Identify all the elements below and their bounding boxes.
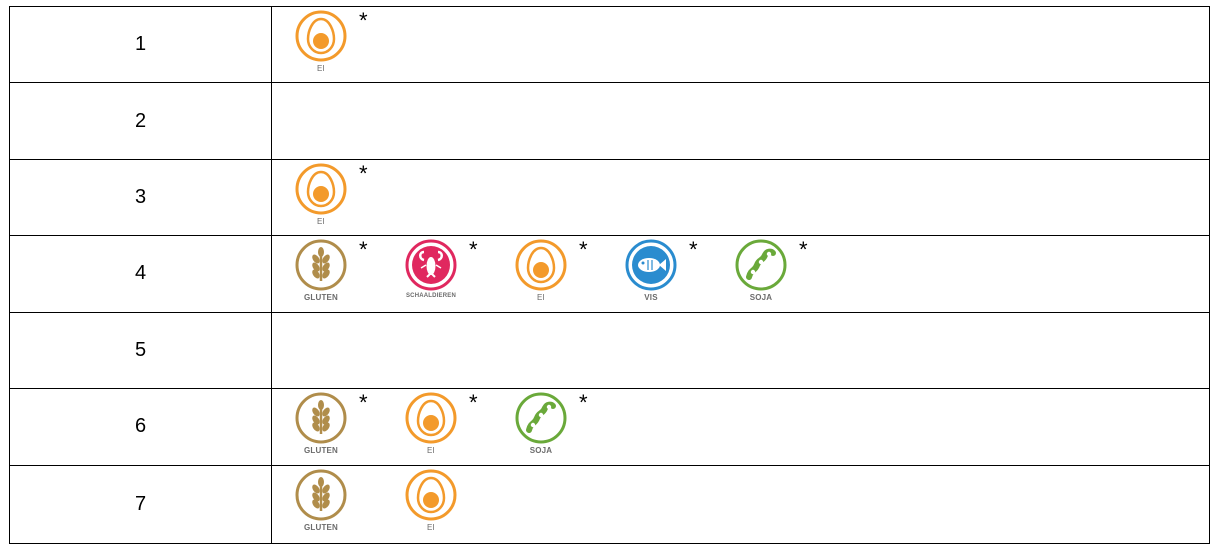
allergens-cell (272, 465, 1210, 543)
allergen-label: GLUTEN (303, 522, 339, 532)
asterisk-mark: * (689, 237, 698, 263)
asterisk-mark: * (359, 160, 368, 186)
allergen-item-ei (295, 10, 405, 82)
allergens-cell (272, 7, 1210, 83)
asterisk-mark: * (469, 237, 478, 263)
row-number-cell (10, 389, 272, 465)
allergen-icon-list (272, 236, 1209, 311)
allergen-item-soja (515, 392, 625, 464)
ei-icon (405, 469, 457, 521)
allergen-table (9, 6, 1210, 544)
allergen-label: EI (537, 293, 545, 303)
allergens-cell (272, 83, 1210, 159)
allergens-cell (272, 389, 1210, 465)
row-number: 7 (134, 492, 147, 515)
allergen-label: VIS (644, 293, 658, 303)
allergen-icon-list (272, 83, 1209, 86)
allergen-label: SCHAALDIEREN (405, 293, 457, 300)
allergen-item-ei (295, 160, 405, 235)
table-row (10, 83, 1210, 159)
allergen-item-ei (515, 239, 625, 311)
row-number-cell (10, 7, 272, 83)
soja-icon (515, 392, 567, 444)
table-row (10, 312, 1210, 388)
allergens-cell (272, 236, 1210, 312)
allergen-icon-list (272, 389, 1209, 464)
asterisk-mark: * (359, 237, 368, 263)
ei-icon (515, 239, 567, 291)
gluten-icon (295, 392, 347, 444)
ei-icon (295, 10, 347, 62)
ei-icon (295, 163, 347, 215)
table-row (10, 465, 1210, 543)
vis-icon (625, 239, 677, 291)
row-number-cell (10, 83, 272, 159)
allergen-label: EI (427, 522, 435, 532)
row-number: 4 (134, 262, 147, 285)
asterisk-mark: * (359, 8, 368, 33)
asterisk-mark: * (469, 390, 478, 416)
allergen-label: SOJA (529, 446, 553, 456)
allergen-label: GLUTEN (303, 446, 339, 456)
row-number-cell (10, 312, 272, 388)
asterisk-mark: * (579, 390, 588, 416)
asterisk-mark: * (579, 237, 588, 263)
allergen-item-ei (405, 469, 515, 541)
allergen-icon-list (272, 313, 1209, 316)
allergen-item-soja (735, 239, 845, 311)
asterisk-mark: * (359, 390, 368, 416)
allergen-icon-list (272, 7, 1209, 82)
row-number-cell (10, 159, 272, 235)
row-number: 2 (134, 109, 147, 132)
allergens-cell (272, 159, 1210, 235)
allergens-cell (272, 312, 1210, 388)
schaaldieren-icon (405, 239, 457, 291)
allergen-icon-list (272, 160, 1209, 235)
gluten-icon (295, 469, 347, 521)
table-row (10, 236, 1210, 312)
soja-icon (735, 239, 787, 291)
asterisk-mark: * (799, 237, 808, 263)
allergen-icon-list (272, 466, 1209, 541)
allergen-label: SOJA (749, 293, 773, 303)
allergen-label: EI (317, 64, 325, 73)
row-number: 1 (134, 33, 147, 56)
allergen-label: EI (427, 446, 435, 456)
gluten-icon (295, 239, 347, 291)
allergen-label: EI (317, 216, 325, 226)
allergen-item-gluten (295, 469, 405, 541)
table-row (10, 389, 1210, 465)
allergen-item-gluten (295, 392, 405, 464)
allergen-item-schaaldieren (405, 239, 515, 311)
ei-icon (405, 392, 457, 444)
allergen-item-gluten (295, 239, 405, 311)
table-row (10, 159, 1210, 235)
allergen-item-ei (405, 392, 515, 464)
row-number-cell (10, 236, 272, 312)
row-number-cell (10, 465, 272, 543)
row-number: 6 (134, 415, 147, 438)
table-body (10, 7, 1210, 544)
row-number: 5 (134, 338, 147, 361)
allergen-label: GLUTEN (303, 293, 339, 303)
table-row (10, 7, 1210, 83)
row-number: 3 (134, 186, 147, 209)
allergen-item-vis (625, 239, 735, 311)
